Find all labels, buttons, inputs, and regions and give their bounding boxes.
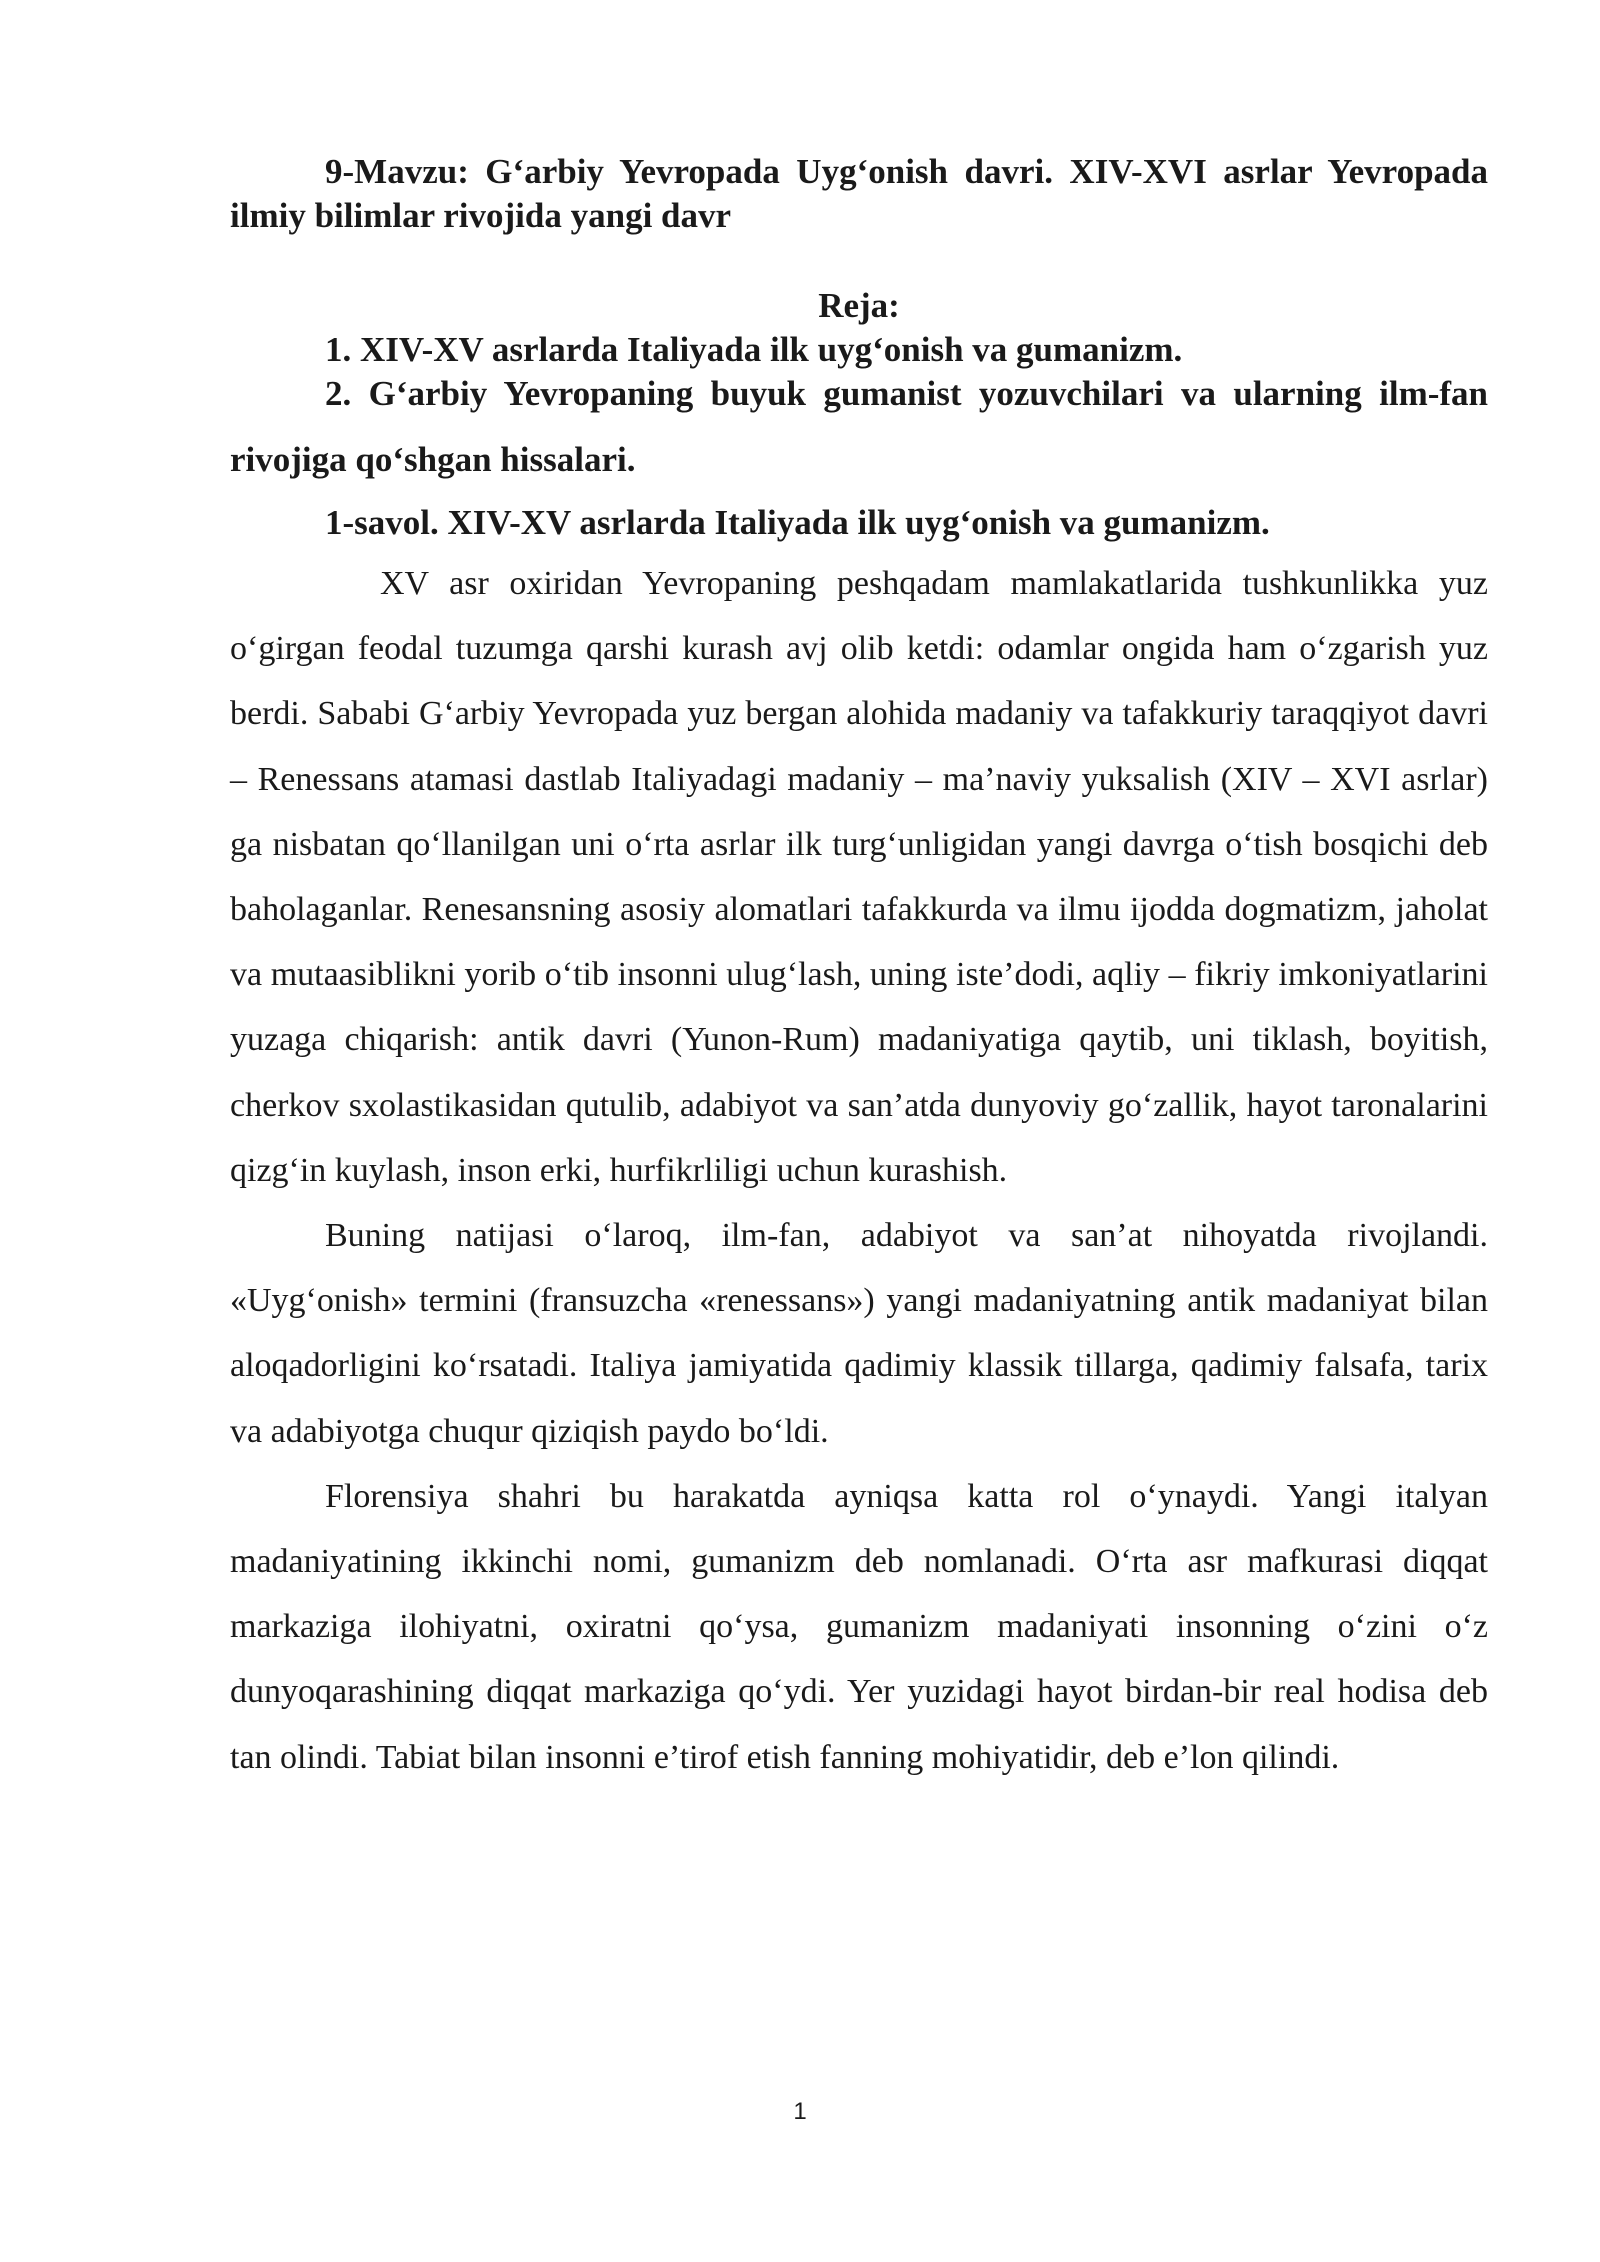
document-title: 9-Mavzu: G‘arbiy Yevropada Uyg‘onish davri. XIV-XVI asrlar Yevropada ilmiy bilimlar rivojida yangi davr [230,152,1488,235]
plan-item-1: 1. XIV-XV asrlarda Italiyada ilk uyg‘onish va gumanizm. [325,330,1183,369]
paragraph-2: Buning natijasi o‘laroq, ilm-fan, adabiyot va san’at nihoyatda rivojlandi. «Uyg‘onish» termini (fransuzcha «renessans») yangi madaniyatning antik madaniyat bilan aloqadorligini ko‘rsatadi. Italiya jamiyatida qadimiy klassik tillarga, qadimiy falsafa, tarix va adabiyotga chuqur qiziqish paydo bo‘ldi. [230,1217,1488,1450]
question-heading: 1-savol. XIV-XV asrlarda Italiyada ilk uyg‘onish va gumanizm. [325,503,1270,542]
paragraph-1: XV asr oxiridan Yevropaning peshqadam mamlakatlarida tushkunlikka yuz o‘girgan feodal tuzumga qarshi kurash avj olib ketdi: odamlar ongida ham o‘zgarish yuz berdi. Sababi G‘arbiy Yevropada yuz bergan alohida madaniy va tafakkuriy taraqqiyot davri – Renessans atamasi dastlab Italiyadagi madaniy – ma’naviy yuksalish (XIV – XVI asrlar) ga nisbatan qo‘llanilgan uni o‘rta asrlar ilk turg‘unligidan yangi davrga o‘tish bosqichi deb baholaganlar. Renesansning asosiy alomatlari tafakkurda va ilmu ijodda dogmatizm, jaholat va mutaasiblikni yorib o‘tib insonni ulug‘lash, uning iste’dodi, aqliy – fikriy imkoniyatlarini yuzaga chiqarish: antik davri (Yunon-Rum) madaniyatiga qaytib, uni tiklash, boyitish, cherkov sxolastikasidan qutulib, adabiyot va san’atda dunyoviy go‘zallik, hayot taronalarini qizg‘in kuylash, inson erki, hurfikrliligi uchun kurashish. [230,565,1488,1189]
plan-heading: Reja: [818,286,900,325]
plan-item-2: 2. G‘arbiy Yevropaning buyuk gumanist yozuvchilari va ularning ilm-fan rivojiga qo‘shgan hissalari. [230,374,1488,479]
page-number: 1 [793,2098,807,2125]
paragraph-3: Florensiya shahri bu harakatda ayniqsa katta rol o‘ynaydi. Yangi italyan madaniyatining ikkinchi nomi, gumanizm deb nomlanadi. O‘rta asr mafkurasi diqqat markaziga ilohiyatni, oxiratni qo‘ysa, gumanizm madaniyati insonning o‘zini o‘z dunyoqarashining diqqat markaziga qo‘ydi. Yer yuzidagi hayot birdan-bir real hodisa deb tan olindi. Tabiat bilan insonni e’tirof etish fanning mohiyatidir, deb e’lon qilindi. [230,1477,1488,1776]
document-page [230,150,1488,1790]
